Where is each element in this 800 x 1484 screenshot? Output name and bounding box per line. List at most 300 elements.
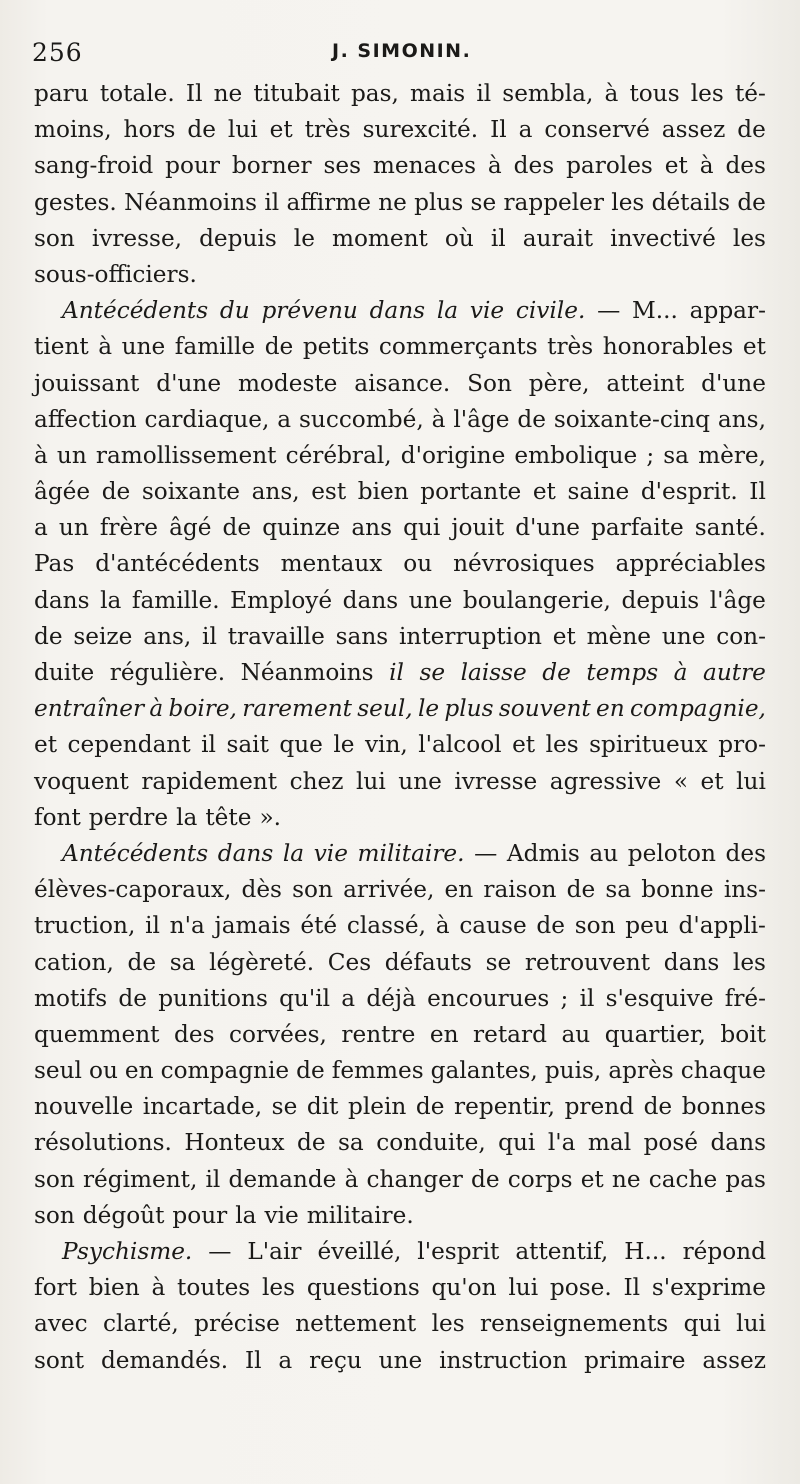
word: ivresse, [91,224,183,252]
word: l'esprit [417,1238,500,1265]
word: résolutions. [34,1129,172,1157]
word: compagnie [160,1057,290,1085]
word: et [580,1165,604,1193]
word: a [278,1346,293,1374]
text-line [34,546,766,582]
word: appar- [689,297,766,325]
word: Néanmoins [240,659,374,686]
word: de [737,188,766,216]
word: tous [629,80,680,107]
word: classé, [346,912,427,940]
word: après [608,1057,674,1085]
word: ; [560,984,569,1012]
italic-word: Psychisme. [62,1238,193,1265]
italic-word: à [673,659,688,686]
word: demandés. [100,1346,229,1374]
italic-word: Antécédents [62,297,209,325]
word: l'âge [709,586,766,614]
word: affirme [286,188,371,216]
word: changer [366,1165,463,1193]
word: et [552,622,576,650]
word: où [444,224,474,252]
word: au [589,839,619,867]
word: les [431,1310,465,1338]
word: sa [663,441,690,469]
italic-word: compagnie, [630,695,766,723]
word: à [435,912,450,940]
word: cause [459,912,527,940]
word: précise [194,1310,280,1338]
word: de [566,876,596,904]
word: gestes. [34,188,117,216]
word: bien [88,1274,140,1302]
text-line [34,112,766,148]
word: ans, [143,622,192,650]
text-line [34,945,766,981]
word: bien [357,478,409,506]
word: de [296,1057,325,1085]
word: se [271,1093,298,1121]
word: pour [172,1201,228,1229]
word: travaille [227,622,325,650]
word: galantes, [430,1057,538,1085]
word: en [124,1057,154,1085]
word: titubait [253,80,340,107]
word: vie [264,1201,299,1229]
word: assez [702,1346,766,1374]
text-line [34,908,766,944]
text-line [34,185,766,221]
word: mère, [698,441,766,469]
word: cache [648,1165,718,1193]
word: d'esprit. [640,478,738,506]
word: il [145,912,160,940]
word: sa [605,876,632,904]
word: et [532,478,556,506]
word: Il [623,1274,641,1302]
word: attentif, [515,1238,609,1265]
word: qui [498,1129,536,1157]
word: peu [625,912,669,940]
word: à [699,152,714,180]
word: les [732,948,766,976]
italic-word: le [417,695,440,723]
word: bonne [641,876,714,904]
word: à [431,405,446,433]
word: — [597,297,621,325]
word: dans [342,586,399,614]
text-line [34,148,766,184]
word: totale. [99,80,175,107]
word: portante [420,478,522,506]
word: une [398,767,442,795]
word: cérébral, [285,441,392,469]
word: de [737,116,766,144]
word: âgée [34,478,91,506]
word: corvées, [229,1020,327,1048]
word: en [444,876,474,904]
word: déjà [366,984,416,1012]
text-line [34,800,766,836]
word: soixante-cinq [553,405,711,433]
word: sont [34,1346,85,1374]
word: ». [259,803,282,831]
word: L'air [247,1238,302,1265]
word: — [474,839,498,867]
word: de [517,405,546,433]
word: de [471,1165,500,1193]
text-line [34,1053,766,1089]
word: qui [403,514,441,542]
word: ins- [723,876,766,904]
word: ans, [251,478,300,506]
word: conduite, [376,1129,486,1157]
word: une [661,622,706,650]
word: chez [289,767,344,795]
word: père, [528,369,590,397]
word: affection [34,405,137,433]
text-line [34,1017,766,1053]
word: saine [567,478,630,506]
word: duite [34,659,95,686]
word: à [34,441,48,469]
word: rentre [341,1020,416,1048]
word: frère [99,514,159,542]
text-line [34,1306,766,1342]
word: se [470,188,497,216]
word: ne [378,188,407,216]
word: Ces [327,948,372,976]
word: sang-froid [34,152,154,180]
word: de [297,1129,326,1157]
word: famille. [131,586,220,614]
word: et [664,152,688,180]
text-line [34,872,766,908]
word: truction, [34,912,136,940]
word: il [202,622,217,650]
word: ou [89,1057,118,1085]
word: boulangerie, [462,586,611,614]
word: lui [508,1274,539,1302]
word: Il [244,1346,262,1374]
word: qu'il [279,984,331,1012]
text-line [34,76,766,112]
italic-word: rarement [242,695,352,723]
word: Il [185,80,203,107]
word: une [121,333,166,361]
word: légèreté. [209,948,315,976]
page-number: 256 [32,38,83,67]
text-line [34,1343,766,1379]
word: chaque [680,1057,766,1085]
word: agressive [549,767,662,795]
word: depuis [621,586,700,614]
word: éveillé, [317,1238,402,1265]
word: d'origine [400,441,506,469]
italic-word: vie [469,297,505,325]
word: quemment [34,1020,160,1048]
word: rappeler [503,188,604,216]
word: prend [564,1093,634,1121]
word: très [304,116,351,144]
word: est [311,478,347,506]
text-line [34,474,766,510]
word: cependant [67,731,191,759]
text-line [34,1198,766,1234]
word: répond [682,1238,766,1265]
word: de [127,948,157,976]
word: de [643,1093,673,1121]
word: s'esquive [605,984,714,1012]
word: jouissant [34,369,140,397]
italic-word: la [436,297,459,325]
word: et [700,767,724,795]
word: a [277,405,292,433]
word: punitions [158,984,268,1012]
word: famille [174,333,256,361]
word: demande [228,1165,337,1193]
italic-word: il [389,659,404,686]
word: Honteux [184,1129,285,1157]
word: quinze [262,514,341,542]
word: paroles [566,152,653,180]
word: dans [710,1129,766,1157]
word: moins, [34,116,112,144]
text-line [34,1234,766,1270]
word: une [408,586,453,614]
word: plus [414,188,464,216]
word: femmes [331,1057,424,1085]
word: des [513,152,555,180]
text-line [34,1089,766,1125]
word: menaces [372,152,476,180]
word: son [292,876,333,904]
text-line [34,1162,766,1198]
word: et [269,116,293,144]
word: questions [306,1274,420,1302]
word: sait [226,731,269,759]
text-line [34,655,766,691]
word: aisance. [354,369,451,397]
word: les [732,224,766,252]
word: Employé [230,586,333,614]
word: cardiaque, [144,405,270,433]
word: ivresse [454,767,538,795]
word: cation, [34,948,114,976]
italic-word: seul, [357,695,413,723]
word: névrosiques [453,550,595,578]
italic-word: plus [444,695,494,723]
word: font [34,803,81,831]
word: le [293,224,315,252]
word: appréciables [615,550,766,578]
word: aurait [522,224,594,252]
word: petits [302,333,370,361]
word: boit [720,1020,766,1048]
word: ou [403,550,433,578]
word: s'exprime [651,1274,766,1302]
word: nouvelle [34,1093,134,1121]
word: qu'on [431,1274,497,1302]
word: dans [663,948,720,976]
word: vin, [364,731,408,759]
word: dit [306,1093,339,1121]
word: à [604,80,619,107]
word: se [485,948,512,976]
word: au [561,1020,591,1048]
word: d'une [701,369,766,397]
word: les [261,1274,296,1302]
word: dès [241,876,282,904]
word: sans [335,622,389,650]
word: retrouvent [524,948,651,976]
word: il [476,80,492,107]
word: de [536,912,565,940]
word: n'a [169,912,205,940]
word: pose. [549,1274,612,1302]
word: qui [683,1310,721,1338]
word: embolique [514,441,638,469]
word: à [151,1274,166,1302]
word: parfaite [591,514,684,542]
text-line [34,583,766,619]
word: de [34,622,63,650]
word: jamais [214,912,291,940]
word: que [279,731,323,759]
word: une [378,1346,423,1374]
word: de [187,116,216,144]
word: âgé [169,514,212,542]
word: Néanmoins [124,188,258,216]
word: seize [73,622,133,650]
word: encourues [427,984,550,1012]
word: son [34,1165,75,1193]
word: puis, [544,1057,602,1085]
word: un [56,441,87,469]
word: incartade, [142,1093,263,1121]
word: « [673,767,688,795]
word: santé. [694,514,766,542]
word: sous-officiers. [34,260,197,288]
word: bonnes [681,1093,766,1121]
italic-word: autre [703,659,766,686]
word: corps [507,1165,573,1193]
word: il [490,224,506,252]
word: et [34,731,58,759]
word: d'antécédents [95,550,260,578]
word: des [725,839,766,867]
word: invectivé [610,224,716,252]
text-line [34,329,766,365]
word: détails [651,188,731,216]
italic-word: en [596,695,625,723]
word: voquent [34,767,129,795]
word: rapidement [141,767,278,795]
word: té- [734,80,766,107]
word: il [264,188,280,216]
running-head [32,38,772,70]
word: conservé [544,116,650,144]
word: motifs [34,984,108,1012]
word: depuis [199,224,277,252]
word: lui [736,1310,766,1338]
text-line [34,293,766,329]
word: toutes [177,1274,251,1302]
word: fort [34,1274,77,1302]
word: à [487,152,502,180]
word: d'une [515,514,581,542]
word: d'une [156,369,222,397]
word: hors [123,116,176,144]
text-line [34,727,766,763]
italic-word: la [282,839,305,867]
italic-word: dans [217,839,274,867]
italic-word: dans [369,297,426,325]
word: Il [490,116,507,144]
word: ans, [717,405,766,433]
word: dégoût [82,1201,165,1229]
word: à [98,333,113,361]
italic-word: vie [313,839,348,867]
text-line [34,257,766,293]
word: son [574,912,616,940]
text-line [34,981,766,1017]
word: mal [587,1129,632,1157]
text-line [34,836,766,872]
word: raison [483,876,557,904]
word: perdre [88,803,169,831]
word: pro- [718,731,766,759]
word: renseignements [480,1310,669,1338]
word: jouit [451,514,505,542]
word: très [547,333,594,361]
word: militaire. [306,1201,414,1229]
word: plein [348,1093,407,1121]
word: il [205,1165,221,1193]
word: borner [231,152,312,180]
word: de [264,333,294,361]
italic-word: entraîner [34,695,145,723]
word: quartier, [604,1020,706,1048]
word: soixante [141,478,241,506]
word: sembla, [502,80,594,107]
word: posé [643,1129,699,1157]
italic-word: militaire. [357,839,465,867]
word: Admis [506,839,580,867]
word: les [545,731,579,759]
word: repentir, [454,1093,555,1121]
word: tête [205,803,252,831]
word: régiment, [82,1165,198,1193]
text-line [34,619,766,655]
text-line [34,221,766,257]
word: le [333,731,355,759]
word: l'âge [453,405,510,433]
word: H... [624,1238,667,1265]
word: de [101,478,131,506]
word: la [176,803,198,831]
word: les [611,188,645,216]
word: Son [467,369,512,397]
word: pour [165,152,220,180]
word: instruction [439,1346,568,1374]
word: — [208,1238,232,1265]
text-line [34,691,766,727]
italic-word: du [219,297,250,325]
word: de [222,514,252,542]
word: ne [213,80,243,107]
word: de [415,1093,445,1121]
